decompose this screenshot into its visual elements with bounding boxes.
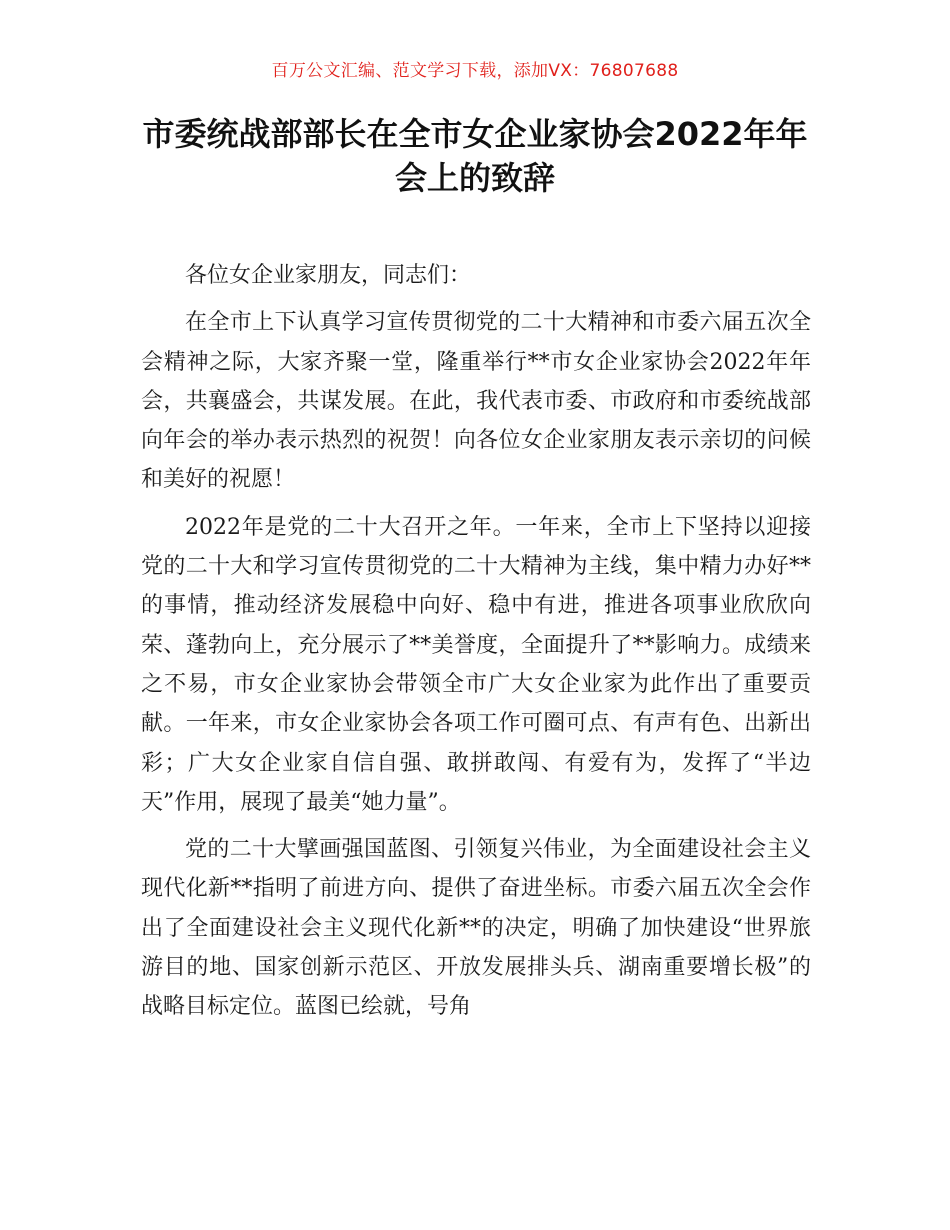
document-title: 市委统战部部长在全市女企业家协会2022年年会上的致辞 (142, 115, 808, 197)
paragraph-1: 在全市上下认真学习宣传贯彻党的二十大精神和市委六届五次全会精神之际，大家齐聚一堂，隆重举行**市女企业家协会2022年年会，共襄盛会，共谋发展。在此，我代表市委、市政府和市委统战部向年会的举办表示热烈的祝贺！向各位女企业家朋友表示亲切的问候和美好的祝愿！ (141, 310, 811, 493)
header-watermark-note: 百万公文汇编、范文学习下载，添加VX：76807688 (271, 61, 679, 81)
document-body (141, 256, 811, 1035)
paragraph-3: 党的二十大擘画强国蓝图、引领复兴伟业，为全面建设社会主义现代化新**指明了前进方向、提供了奋进坐标。市委六届五次全会作出了全面建设社会主义现代化新**的决定，明确了加快建设“世界旅游目的地、国家创新示范区、开放发展排头兵、湖南重要增长极”的战略目标定位。蓝图已绘就，号角 (141, 837, 811, 1020)
paragraph-2: 2022年是党的二十大召开之年。一年来，全市上下坚持以迎接党的二十大和学习宣传贯彻党的二十大精神为主线，集中精力办好**的事情，推动经济发展稳中向好、稳中有进，推进各项事业欣欣向荣、蓬勃向上，充分展示了**美誉度，全面提升了**影响力。成绩来之不易，市女企业家协会带领全市广大女企业家为此作出了重要贡献。一年来，市女企业家协会各项工作可圈可点、有声有色、出新出彩；广大女企业家自信自强、敢拼敢闯、有爱有为，发挥了“半边天”作用，展现了最美“她力量”。 (141, 514, 811, 815)
salutation: 各位女企业家朋友，同志们： (185, 263, 472, 288)
